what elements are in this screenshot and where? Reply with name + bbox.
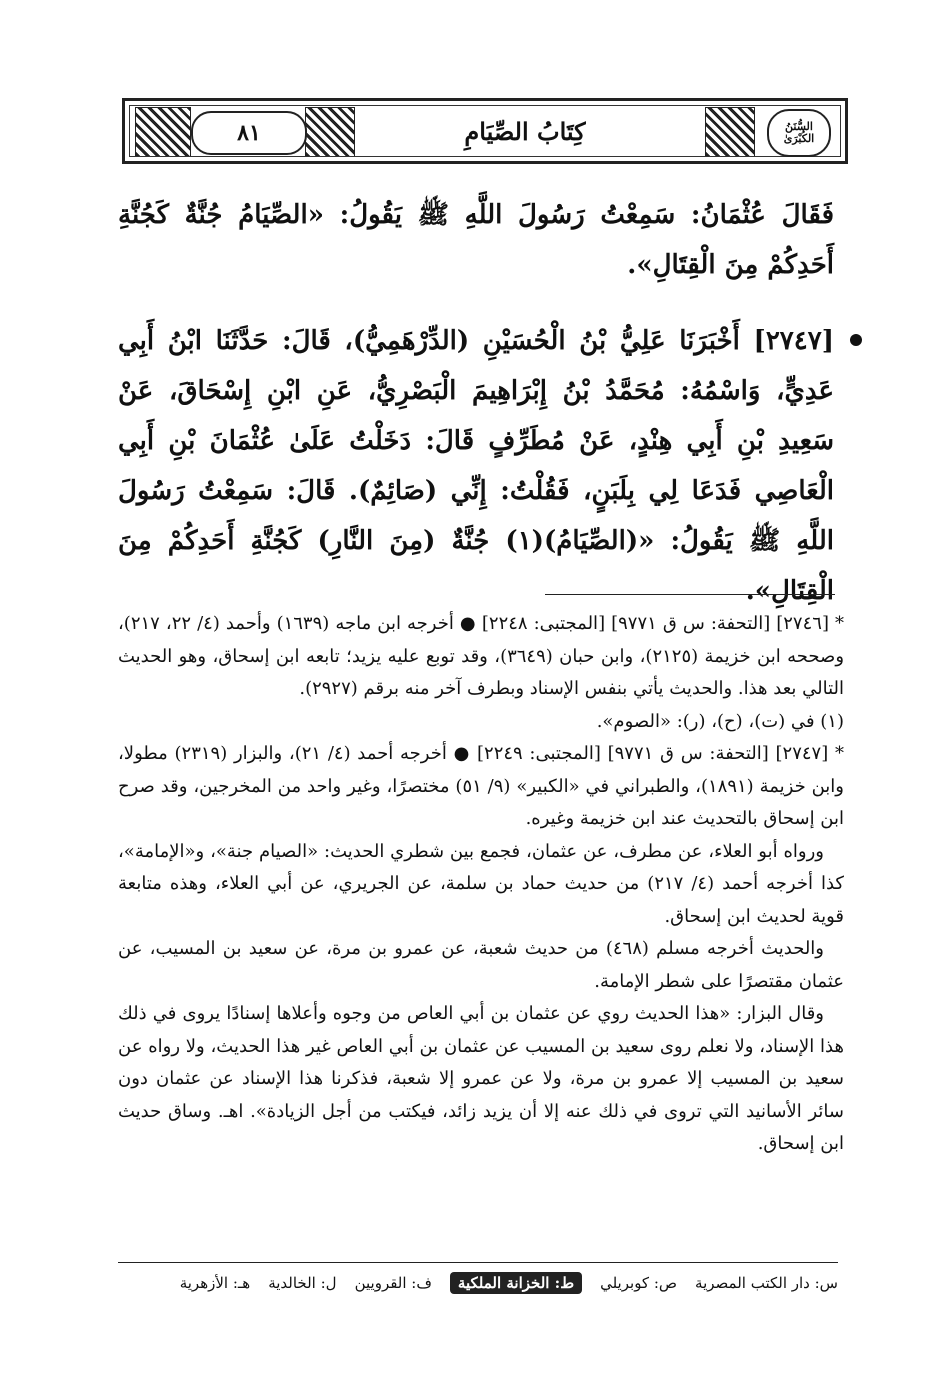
legend-s: س: دار الكتب المصرية bbox=[695, 1274, 838, 1292]
note-2747-para4: وقال البزار: «هذا الحديث روي عن عثمان بن أبي العاص من وجوه وأعلاها إسنادًا يروى في ذلك هذا الإسناد، ولا نعلم روى سعيد بن المسيب عن عثمان بن أبي العاص غير هذا الحديث، ولا رواه عن سعيد بن المسيب إلا عمرو بن مرة، ولا عن عمرو إلا شعبة، فذكرنا هذا الإسناد عن عثمان دون سائر الأسانيد التي تروى في ذلك عنه إلا أن يزيد زائد، فيكتب من أجل الزيادة». اهـ. وساق حديث ابن إسحاق. bbox=[118, 1003, 844, 1154]
note-2747: * [٢٧٤٧] [التحفة: س ق ٩٧٧١] [المجتبى: ٢٢٤٩] ● أخرجه أحمد (٤/ ٢١)، والبزار (٢٣١٩) مطولا، وابن خزيمة (١٨٩١)، والطبراني في «الكبير» (٩/ ٥١) مختصرًا، وغير واحد من المخرجين، وقد صرح ابن إسحاق بالتحديث عند ابن خزيمة وغيره. bbox=[118, 743, 844, 829]
footnote-separator bbox=[545, 594, 835, 595]
hadith-continuation: فَقَالَ عُثْمَانُ: سَمِعْتُ رَسُولَ اللَّهِ ﷺ يَقُولُ: «الصِّيَامُ جُنَّةٌ كَجُنَّةِ أَحَدِكُمْ مِنَ الْقِتَالِ». bbox=[118, 200, 834, 280]
note-2747-para3: والحديث أخرجه مسلم (٤٦٨) من حديث شعبة، عن عمرو بن مرة، عن سعيد بن المسيب، عن عثمان مقتصرًا على شطر الإمامة. bbox=[118, 938, 844, 992]
note-2747-para2: ورواه أبو العلاء، عن مطرف، عن عثمان، فجمع بين شطري الحديث: «الصيام جنة»، و«الإمامة»، كذا أخرجه أحمد (٤/ ٢١٧) من حديث حماد بن سلمة، عن الجريري، عن أبي العلاء، وهذه متابعة قوية لحديث ابن إسحاق. bbox=[118, 840, 844, 927]
bullet-icon bbox=[850, 334, 862, 346]
legend-f: ف: القرويين bbox=[354, 1274, 432, 1292]
legend-t: ط: الخزانة الملكية bbox=[450, 1272, 582, 1294]
hadith-2747-text: [٢٧٤٧] أَخْبَرَنَا عَلِيُّ بْنُ الْحُسَيْنِ (الدِّرْهَمِيُّ)، قَالَ: حَدَّثَنَا ابْنُ أَبِي عَدِيٍّ، وَاسْمُهُ: مُحَمَّدُ بْنُ إِبْرَاهِيمَ الْبَصْرِيُّ، عَنِ ابْنِ إِسْحَاقَ، عَنْ سَعِيدِ بْنِ أَبِي هِنْدٍ، عَنْ مُطَرِّفٍ قَالَ: دَخَلْتُ عَلَىٰ عُثْمَانَ بْنِ أَبِي الْعَاصِي فَدَعَا لِي بِلَبَنٍ، فَقُلْتُ: إِنِّي (صَائِمٌ). قَالَ: سَمِعْتُ رَسُولَ اللَّهِ ﷺ يَقُولُ: «(الصِّيَامُ)(١) جُنَّةٌ (مِنَ النَّارِ) كَجُنَّةِ أَحَدِكُمْ مِنَ الْقِتَالِ». bbox=[118, 326, 834, 606]
note-2746: * [٢٧٤٦] [التحفة: س ق ٩٧٧١] [المجتبى: ٢٢٤٨] ● أخرجه ابن ماجه (١٦٣٩) وأحمد (٤/ ٢٢، ٢١٧)، وصححه ابن خزيمة (٢١٢٥)، وابن حبان (٣٦٤٩)، وقد توبع عليه يزيد؛ تابعه ابن إسحاق، وهو الحديث التالي بعد هذا. والحديث يأتي بنفس الإسناد وبطرف آخر منه برقم (٢٩٢٧). bbox=[118, 613, 845, 699]
hadith-2747 bbox=[118, 316, 834, 616]
legend-separator bbox=[118, 1262, 838, 1263]
book-logo: السُّنَنُ الكُبْرَىٰ bbox=[767, 109, 831, 157]
legend-s2: ص: كوبريلي bbox=[600, 1274, 678, 1292]
variant-note-1: (١) في (ت)، (ح)، (ر): «الصوم». bbox=[596, 710, 844, 732]
footnotes bbox=[118, 608, 844, 1161]
page-number: ٨١ bbox=[191, 111, 307, 155]
ornament-left bbox=[135, 107, 191, 157]
ornament-right-inner bbox=[705, 107, 755, 157]
ornament-left-inner bbox=[305, 107, 355, 157]
legend-l: ل: الخالدية bbox=[268, 1274, 337, 1292]
page-header bbox=[122, 98, 848, 164]
main-text bbox=[118, 190, 834, 642]
manuscript-legend bbox=[118, 1268, 838, 1298]
chapter-title: كِتَابُ الصِّيَامِ bbox=[365, 111, 685, 151]
legend-h: هـ: الأزهرية bbox=[179, 1274, 251, 1292]
